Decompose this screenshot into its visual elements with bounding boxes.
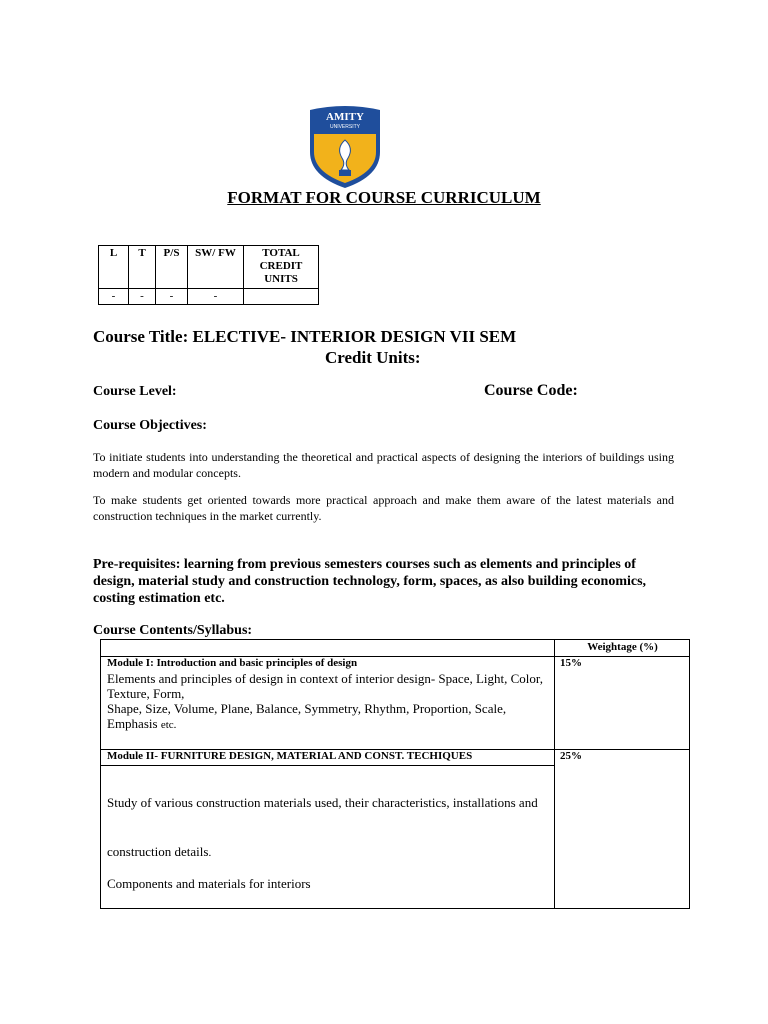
syllabus-table — [100, 639, 690, 909]
value-l: - — [99, 289, 129, 305]
credit-table — [98, 245, 319, 305]
header-total-credit-units: TOTAL CREDIT UNITS — [244, 246, 319, 289]
contents-heading: Course Contents/Syllabus: — [93, 623, 253, 638]
header-ps: P/S — [156, 246, 188, 289]
module-2-weight: 25% — [560, 750, 582, 762]
module-1-etc: etc. — [160, 719, 177, 731]
module-2-line-2: construction details. — [107, 844, 212, 859]
value-t: - — [129, 289, 156, 305]
value-sw-fw: - — [188, 289, 244, 305]
module-2-line-3: Components and materials for interiors — [107, 876, 311, 891]
course-code: Course Code: — [484, 382, 578, 399]
weightage-header: Weightage (%) — [587, 641, 658, 653]
objectives-heading: Course Objectives: — [93, 418, 207, 433]
header-l: L — [99, 246, 129, 289]
value-total-credit-units — [244, 289, 319, 305]
module-2-line-1: Study of various construction materials used, their characteristics, installations and — [107, 795, 538, 810]
course-title: Course Title: ELECTIVE- INTERIOR DESIGN VII SEM — [93, 327, 517, 346]
header-t: T — [129, 246, 156, 289]
course-level: Course Level: — [93, 384, 177, 399]
document-title: FORMAT FOR COURSE CURRICULUM — [227, 188, 541, 207]
row-divider — [101, 765, 554, 766]
module-1-line-b: Shape, Size, Volume, Plane, Balance, Symmetry, Rhythm, Proportion, Scale, Emphasis etc. — [107, 701, 507, 731]
objective-paragraph-2: To make students get oriented towards more practical approach and make them aware of the latest materials and construction techniques in the market currently. — [93, 493, 674, 523]
column-divider — [554, 640, 555, 908]
value-ps: - — [156, 289, 188, 305]
svg-text:UNIVERSITY: UNIVERSITY — [329, 124, 361, 130]
objective-paragraph-1: To initiate students into understanding the theoretical and practical aspects of designing the interiors of buildings using modern and modular concepts. — [93, 450, 674, 480]
svg-text:AMITY: AMITY — [326, 111, 364, 123]
module-1-line-a: Elements and principles of design in context of interior design- Space, Light, Color, Texture, Form, — [107, 671, 543, 701]
prerequisites: Pre-requisites: learning from previous semesters courses such as elements and principles of design, material study and construction technology, form, spaces, as also building economics, costing estimation etc. — [93, 557, 647, 606]
module-1-weight: 15% — [560, 657, 582, 669]
header-sw-fw: SW/ FW — [188, 246, 244, 289]
credit-units: Credit Units: — [325, 348, 421, 367]
module-1-title: Module I: Introduction and basic principles of design — [107, 657, 358, 669]
module-1-description — [107, 671, 552, 733]
amity-logo — [306, 104, 384, 188]
module-2-title: Module II- FURNITURE DESIGN, MATERIAL AND CONST. TECHIQUES — [107, 750, 473, 762]
